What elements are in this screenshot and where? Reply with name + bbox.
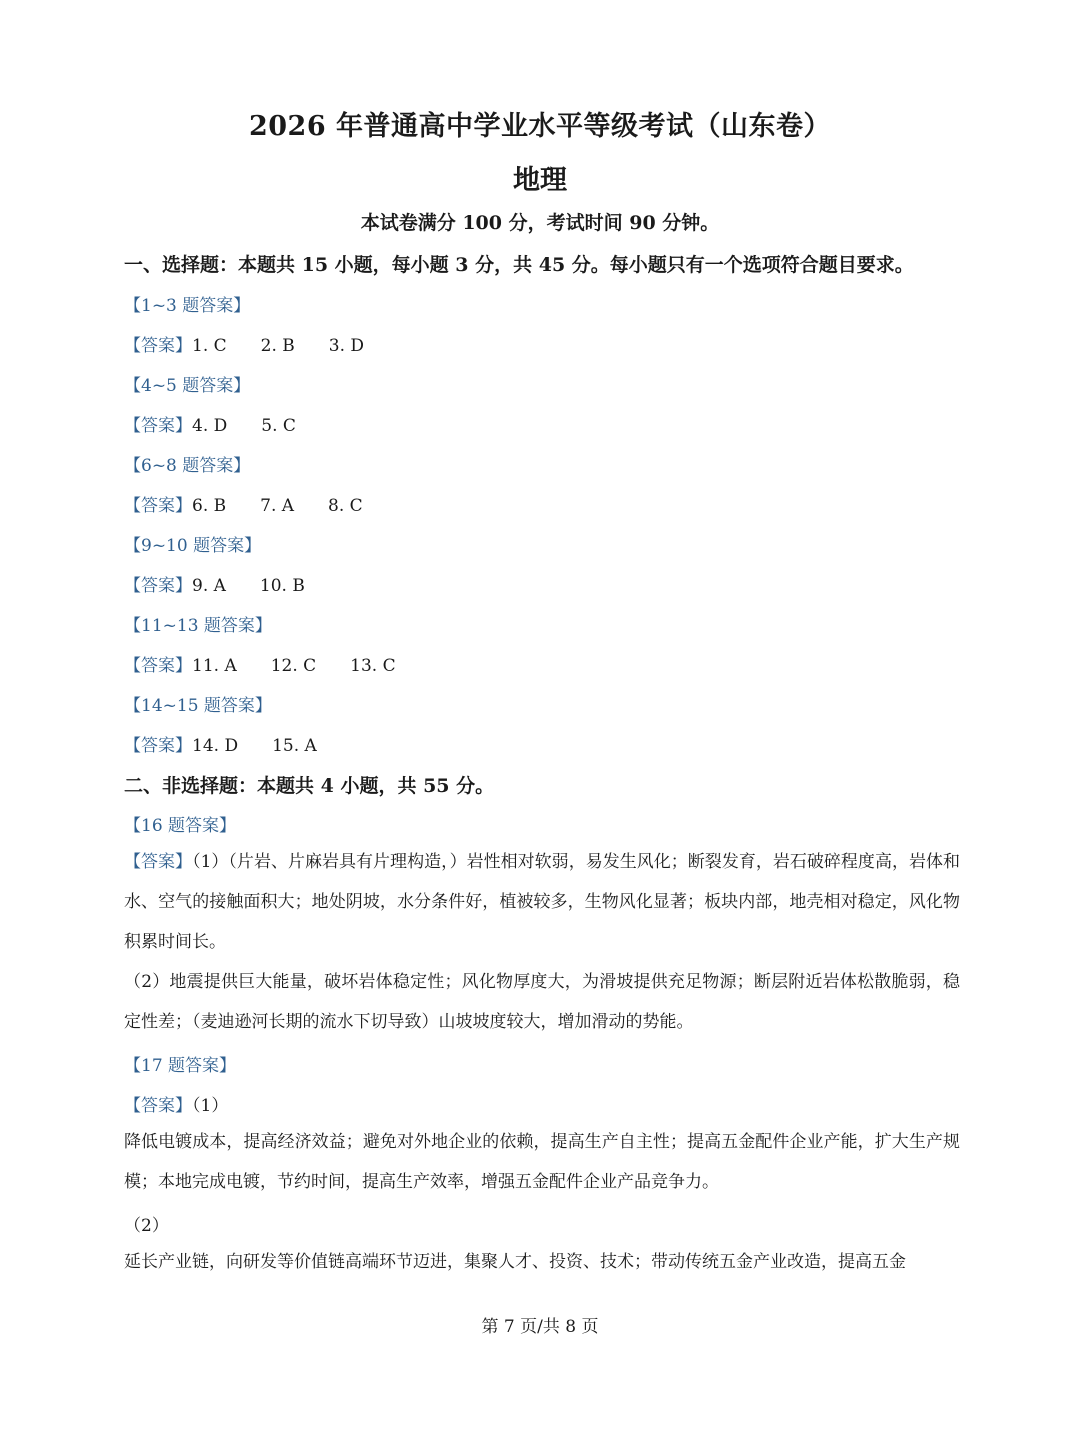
answer-choice: 9. A xyxy=(192,576,226,596)
answer-label: 【答案】 xyxy=(124,416,192,436)
answer-label: 【答案】 xyxy=(124,656,192,676)
answer-choice: 7. A xyxy=(260,496,295,516)
q17-part2-label: （2） xyxy=(124,1216,169,1236)
answer-choice: 11. A xyxy=(192,656,237,676)
answer-line xyxy=(124,491,363,516)
answer-choice: 14. D xyxy=(192,736,239,756)
exam-note: 本试卷满分 100 分，考试时间 90 分钟。 xyxy=(360,212,720,234)
answer-choice: 3. D xyxy=(328,336,365,356)
answer-choice: 4. D xyxy=(192,416,228,436)
answer-label: 【答案】 xyxy=(124,576,192,596)
answer-label: 【答案】 xyxy=(124,852,193,872)
page-footer: 第 7 页/共 8 页 xyxy=(481,1317,599,1337)
answer-choice: 15. A xyxy=(272,736,317,756)
answer-choice: 5. C xyxy=(261,416,296,436)
section1-heading: 一、选择题：本题共 15 小题，每小题 3 分，共 45 分。每小题只有一个选项符合题目要求。 xyxy=(124,254,914,276)
answer-label: 【答案】 xyxy=(124,736,192,756)
group-header: 【11~13 题答案】 xyxy=(124,616,272,636)
answer-choice: 13. C xyxy=(350,656,396,676)
page-title: 2026 年普通高中学业水平等级考试（山东卷） xyxy=(248,111,832,142)
answer-label: 【答案】 xyxy=(124,1096,192,1116)
answer-line xyxy=(124,411,296,436)
q16-part1-text: （1）（片岩、片麻岩具有片理构造，）岩性相对软弱，易发生风化；断裂发育，岩石破碎程度高，岩体和水、空气的接触面积大；地处阴坡，水分条件好，植被较多，生物风化显著；板块内部，地壳相对稳定，风化物积累时间长。 xyxy=(124,852,960,952)
q17-part1-label: （1） xyxy=(192,1096,229,1116)
subject-title: 地理 xyxy=(513,165,567,196)
q16-header: 【16 题答案】 xyxy=(124,816,237,836)
answer-label: 【答案】 xyxy=(124,336,192,356)
q17-part1-label-line xyxy=(124,1091,228,1116)
answer-choice: 12. C xyxy=(270,656,317,676)
answer-choice: 10. B xyxy=(259,576,305,596)
answer-line xyxy=(124,731,317,756)
q16-part1 xyxy=(124,842,960,962)
q17-part1: 降低电镀成本，提高经济效益；避免对外地企业的依赖，提高生产自主性；提高五金配件企业产能，扩大生产规模；本地完成电镀，节约时间，提高生产效率，增强五金配件企业产品竞争力。 xyxy=(124,1132,960,1192)
group-header: 【1~3 题答案】 xyxy=(124,296,251,316)
section2-heading: 二、非选择题：本题共 4 小题，共 55 分。 xyxy=(124,775,495,797)
answer-label: 【答案】 xyxy=(124,496,192,516)
answer-line xyxy=(124,571,305,596)
q17-part2: 延长产业链，向研发等价值链高端环节迈进，集聚人才、投资、技术；带动传统五金产业改造，提高五金 xyxy=(124,1252,906,1272)
answer-line xyxy=(124,651,396,676)
q17-header: 【17 题答案】 xyxy=(124,1056,237,1076)
answer-choice: 2. B xyxy=(260,336,295,356)
group-header: 【6~8 题答案】 xyxy=(124,456,251,476)
group-header: 【9~10 题答案】 xyxy=(124,536,262,556)
answer-line xyxy=(124,331,364,356)
answer-choice: 6. B xyxy=(192,496,227,516)
q16-part2: （2）地震提供巨大能量，破坏岩体稳定性；风化物厚度大，为滑坡提供充足物源；断层附近岩体松散脆弱，稳定性差；（麦迪逊河长期的流水下切导致）山坡坡度较大，增加滑动的势能。 xyxy=(124,972,960,1032)
group-header: 【14~15 题答案】 xyxy=(124,696,272,716)
group-header: 【4~5 题答案】 xyxy=(124,376,251,396)
answer-choice: 8. C xyxy=(328,496,363,516)
answer-choice: 1. C xyxy=(192,336,227,356)
